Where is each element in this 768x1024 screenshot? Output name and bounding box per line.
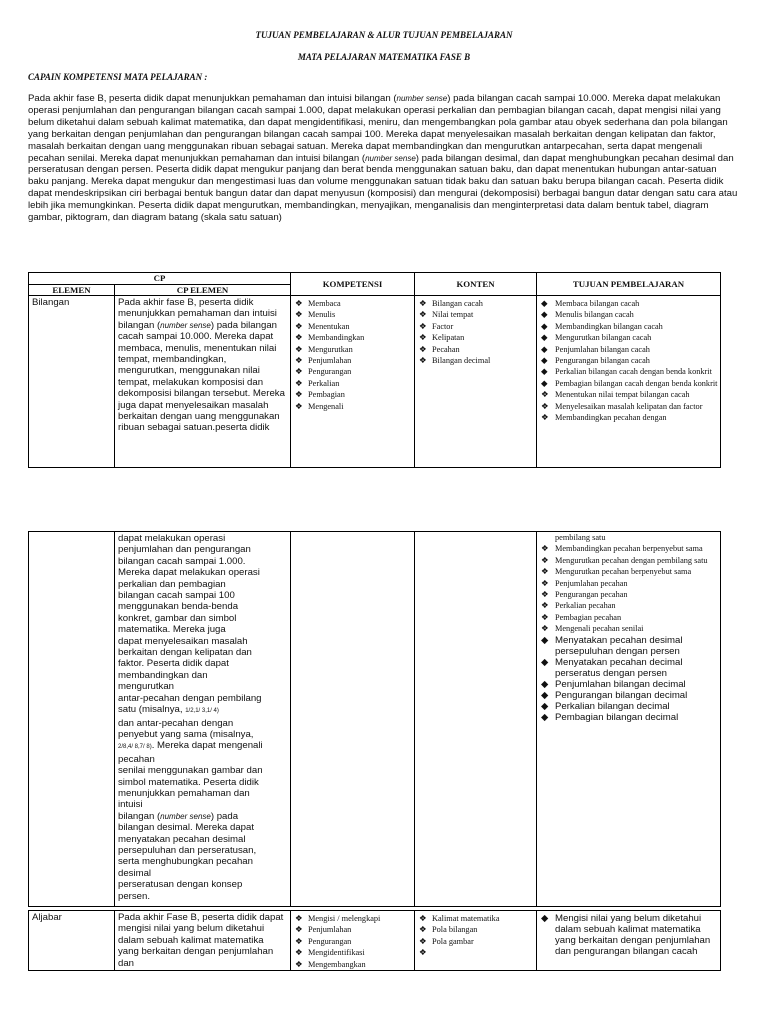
- list-item: [537, 600, 720, 611]
- list-item: [291, 947, 414, 958]
- list-item: [291, 298, 414, 309]
- star-bullet-icon: ❖: [295, 378, 303, 388]
- kompetensi-list: [291, 296, 414, 412]
- cp-text-line: menyatakan pecahan desimal: [118, 833, 246, 845]
- list-item-text: Bilangan decimal: [432, 356, 491, 366]
- star-bullet-icon: ❖: [541, 544, 549, 554]
- list-item: [537, 913, 720, 957]
- list-item-text: Perkalian bilangan cacah dengan benda konkrit: [555, 367, 712, 377]
- list-item: [537, 578, 720, 589]
- list-item-text: Pembagian bilangan decimal: [555, 711, 679, 723]
- cp-text-line: perkalian dan pembagian: [118, 578, 226, 590]
- cp-text-line: dapat menyelesaikan masalah: [118, 635, 248, 647]
- list-item: [537, 612, 720, 623]
- diamond-bullet-icon: ◆: [541, 321, 548, 331]
- list-item-text: Mengurutkan bilangan cacah: [555, 333, 652, 343]
- list-item-text: Pengurangan: [308, 367, 352, 377]
- list-item-text: pembilang satu: [555, 533, 606, 542]
- document-title: TUJUAN PEMBELAJARAN & ALUR TUJUAN PEMBELAJARAN: [255, 30, 513, 40]
- cp-text-line: bilangan (number sense) pada: [118, 810, 239, 822]
- cp-text-line: menggunakan benda-benda: [118, 601, 239, 613]
- header-kompetensi: KOMPETENSI: [291, 273, 415, 296]
- list-item: [537, 555, 720, 566]
- intro-paragraph: Pada akhir fase B, peserta didik dapat menunjukkan pemahaman dan intuisi bilangan (number sense) pada bilangan cacah sampai 10.000. Mereka dapat melakukan operasi penjumlahan dan pengurangan bilangan cacah sampai 1.000, dapat melakukan operasi perkalian dan pembagian bilangan cacah, dapat mengisi nilai yang belum diketahui dalam sebuah kalimat matematika, dan dapat mengidentifikasi, meniru, dan mengembangkan pola gambar atau obyek sederhana dan pola bilangan yang berkaitan dengan penjumlahan dan pengurangan bilangan cacah sampai 100. Mereka dapat menyelesaikan masalah berkaitan dengan kelipatan dan faktor, masalah berkaitan dengan uang menggunakan ribuan sebagai satuan. Mereka dapat membandingkan dan mengurutkan antarpecahan, serta dapat mengenali pecahan senilai. Mereka dapat menunjukkan pemahaman dan intuisi bilangan (number sense) pada bilangan desimal, dan dapat menghubungkan pecahan desimal dan perseratusan dengan persen. Peserta didik dapat mengukur panjang dan berat benda menggunakan satuan baku, dan dapat menentukan hubungan antar-satuan baku panjang. Mereka dapat mengukur dan mengestimasi luas dan volume menggunakan satuan tidak baku dan satuan baku berupa bilangan cacah. Peserta didik dapat mendeskripsikan ciri berbagai bentuk bangun datar dan dapat menyusun (komposisi) dan mengurai (dekomposisi) berbagai bangun datar dengan satu cara atau lebih jika memungkinkan. Peserta didik dapat mengurutkan, membandingkan, menyajikan, menganalisis dan menginterpretasi data dalam bentuk tabel, diagram gambar, piktogram, dan diagram batang (skala satu satuan): [28, 93, 738, 224]
- header-konten: KONTEN: [415, 273, 537, 296]
- list-item-text: Pembagian: [308, 390, 345, 400]
- list-item: [537, 355, 720, 366]
- diamond-bullet-icon: ◆: [541, 299, 548, 308]
- empty-konten-cell: [415, 532, 537, 907]
- list-item-text: Menyatakan pecahan decimal perseratus dengan persen: [555, 656, 683, 679]
- diamond-bullet-icon: ◆: [541, 689, 549, 701]
- list-item-text: Pembagian bilangan cacah dengan benda konkrit: [555, 378, 718, 388]
- list-item: [415, 913, 536, 924]
- list-item: [291, 344, 414, 355]
- cp-text-line: matematika. Mereka juga: [118, 624, 226, 636]
- list-item-text: Pengurangan bilangan decimal: [555, 689, 688, 701]
- star-bullet-icon: ❖: [295, 333, 303, 343]
- cp-text-line: 2/8,4/ 8,7/ 8). Mereka dapat mengenali: [118, 740, 263, 752]
- cp-text-line: menunjukkan pemahaman dan: [118, 787, 250, 799]
- cp-text-line: serta menghubungkan pecahan: [118, 856, 253, 868]
- list-item: [537, 566, 720, 577]
- diamond-bullet-icon: ◆: [541, 333, 548, 343]
- list-item-text: Penjumlahan: [308, 356, 352, 366]
- konten-list-aljabar: [415, 911, 536, 958]
- list-item: [291, 913, 414, 924]
- list-item: [415, 332, 536, 343]
- list-item-text: Penjumlahan pecahan: [555, 578, 628, 588]
- star-bullet-icon: ❖: [419, 310, 427, 320]
- star-bullet-icon: ❖: [419, 356, 427, 366]
- tujuan-list-small: [537, 532, 720, 635]
- list-item: [415, 936, 536, 947]
- star-bullet-icon: ❖: [541, 578, 549, 588]
- tujuan-list-aljabar: [537, 911, 720, 957]
- diamond-bullet-icon: ◆: [541, 310, 548, 320]
- list-item-text: Penjumlahan bilangan decimal: [555, 678, 686, 690]
- diamond-bullet-icon: ◆: [541, 700, 549, 712]
- cp-text-line: bilangan cacah sampai 100: [118, 590, 235, 602]
- list-item-text: Nilai tempat: [432, 310, 474, 320]
- star-bullet-icon: ❖: [419, 925, 427, 935]
- star-bullet-icon: ❖: [295, 367, 303, 377]
- list-item-text: Penjumlahan: [308, 925, 352, 935]
- cp-table-continuation: [28, 531, 721, 907]
- list-item-text: Membandingkan pecahan berpenyebut sama: [555, 544, 703, 554]
- cp-text-line: mengurutkan: [118, 681, 174, 693]
- star-bullet-icon: ❖: [295, 914, 303, 923]
- header-tujuan: TUJUAN PEMBELAJARAN: [537, 273, 721, 296]
- list-item-text: Mengembangkan: [308, 959, 366, 969]
- cp-text-line: persepuluhan dan perseratusan,: [118, 844, 257, 856]
- list-item: [537, 332, 720, 343]
- cp-text-line: senilai menggunakan gambar dan: [118, 765, 263, 777]
- star-bullet-icon: ❖: [295, 401, 303, 411]
- list-item-text: Perkalian bilangan decimal: [555, 700, 670, 712]
- list-item: [537, 657, 720, 679]
- list-item-text: Pengurangan: [308, 936, 352, 946]
- cp-text-line: dapat melakukan operasi: [118, 533, 226, 544]
- kompetensi-list-aljabar: [291, 911, 414, 970]
- list-item: [537, 378, 720, 389]
- list-item: [537, 298, 720, 309]
- cp-text-line: bilangan desimal. Mereka dapat: [118, 822, 254, 834]
- tujuan-list-decimal: [537, 635, 720, 723]
- list-item-text: Mengisi nilai yang belum diketahui dalam sebuah kalimat matematika yang berkaitan dengan penjumlahan dan pengurangan bilangan cacah: [555, 913, 711, 957]
- cp-text-line: faktor. Peserta didik dapat: [118, 658, 229, 670]
- list-item: [537, 690, 720, 701]
- list-item: [537, 401, 720, 412]
- list-item: [537, 309, 720, 320]
- star-bullet-icon: ❖: [295, 356, 303, 366]
- cp-text-line: dan antar-pecahan dengan: [118, 717, 234, 729]
- cp-text-line: penjumlahan dan pengurangan: [118, 544, 251, 556]
- list-item: [537, 679, 720, 690]
- list-item-text: Perkalian: [308, 378, 340, 388]
- diamond-bullet-icon: ◆: [541, 913, 549, 924]
- cp-text-line: intuisi: [118, 799, 143, 811]
- cp-text-line: Mereka dapat melakukan operasi: [118, 567, 260, 579]
- empty-kompetensi-cell: [291, 532, 415, 907]
- list-item-text: Bilangan cacah: [432, 299, 483, 308]
- star-bullet-icon: ❖: [541, 567, 549, 577]
- cp-elemen-aljabar: Pada akhir Fase B, peserta didik dapat mengisi nilai yang belum diketahui dalam sebuah kalimat matematika yang berkaitan dengan penjumlahan dan: [118, 912, 284, 969]
- list-item: [291, 321, 414, 332]
- star-bullet-icon: ❖: [295, 959, 303, 969]
- diamond-bullet-icon: ◆: [541, 378, 548, 388]
- fraction-example: 2/8,4/ 8,7/ 8): [118, 744, 152, 751]
- list-item: [291, 401, 414, 412]
- star-bullet-icon: ❖: [541, 590, 549, 600]
- list-item-text: Menyelesaikan masalah kelipatan dan factor: [555, 401, 703, 411]
- star-bullet-icon: ❖: [419, 914, 427, 923]
- cp-text-line: bilangan cacah sampai 1.000.: [118, 555, 246, 567]
- cp-text-line: desimal: [118, 867, 152, 879]
- empty-elemen-cell: [29, 532, 115, 907]
- list-item: [537, 701, 720, 712]
- list-item: [537, 366, 720, 377]
- list-item: [537, 623, 720, 634]
- list-item-text: Pengurangan pecahan: [555, 590, 628, 600]
- list-item-text: Pola gambar: [432, 936, 474, 946]
- list-item: [415, 924, 536, 935]
- list-item-text: Mengurutkan pecahan dengan pembilang satu: [555, 555, 708, 565]
- cp-text-line: persen.: [118, 890, 150, 902]
- diamond-bullet-icon: ◆: [541, 634, 549, 646]
- list-item: [415, 321, 536, 332]
- header-elemen: ELEMEN: [29, 285, 115, 296]
- diamond-bullet-icon: ◆: [541, 367, 548, 377]
- list-item-text: Pembagian pecahan: [555, 612, 622, 622]
- diamond-bullet-icon: ◆: [541, 678, 549, 690]
- list-item-text: Mengisi / melengkapi: [308, 914, 381, 923]
- cp-elemen-continuation: [115, 532, 290, 902]
- list-item-text: Pola bilangan: [432, 925, 478, 935]
- list-item: [291, 924, 414, 935]
- cp-text-line: perseratusan dengan konsep: [118, 879, 243, 891]
- list-item: [537, 543, 720, 554]
- list-item: [291, 355, 414, 366]
- elemen-cell: Bilangan: [32, 297, 70, 308]
- list-item: [291, 332, 414, 343]
- list-item-text: Factor: [432, 321, 454, 331]
- list-item: [537, 321, 720, 332]
- list-item: [537, 389, 720, 400]
- star-bullet-icon: ❖: [295, 390, 303, 400]
- list-item-text: Pecahan: [432, 344, 460, 354]
- cp-text-line: penyebut yang sama (misalnya,: [118, 728, 254, 740]
- cp-text-line: membandingkan dan: [118, 669, 208, 681]
- star-bullet-icon: ❖: [419, 321, 427, 331]
- star-bullet-icon: ❖: [295, 936, 303, 946]
- list-item: [415, 344, 536, 355]
- star-bullet-icon: ❖: [541, 555, 549, 565]
- list-item-text: Menentukan nilai tempat bilangan cacah: [555, 390, 690, 400]
- document-subtitle: MATA PELAJARAN MATEMATIKA FASE B: [297, 52, 471, 62]
- list-item: [291, 378, 414, 389]
- list-item-text: Penjumlahan bilangan cacah: [555, 344, 650, 354]
- list-item-text: Mengenali: [308, 401, 344, 411]
- cp-text-line: konkret, gambar dan simbol: [118, 612, 237, 624]
- star-bullet-icon: ❖: [295, 344, 303, 354]
- list-item: [415, 355, 536, 366]
- star-bullet-icon: ❖: [295, 948, 303, 958]
- list-item-text: Kalimat matematika: [432, 914, 500, 923]
- cp-elemen-cell: Pada akhir fase B, peserta didik menunjukkan pemahaman dan intuisi bilangan (number sense) pada bilangan cacah sampai 10.000. Mereka dapat membaca, menulis, menentukan nilai tempat, membandingkan, mengurutkan, menggunakan nilai tempat, melakukan komposisi dan dekomposisi bilangan tersebut. Mereka juga dapat menyelesaikan masalah berkaitan dengan uang menggunakan ribuan sebagai satuan.peserta didik: [118, 297, 285, 434]
- cp-text-line: antar-pecahan dengan pembilang: [118, 692, 262, 704]
- header-cp: CP: [29, 273, 291, 285]
- list-item-text: Membandingkan bilangan cacah: [555, 321, 663, 331]
- list-item: [537, 635, 720, 657]
- list-item-text: Mengenali pecahan senilai: [555, 624, 644, 634]
- star-bullet-icon: ❖: [541, 601, 549, 611]
- list-item: [415, 309, 536, 320]
- diamond-bullet-icon: ◆: [541, 656, 549, 668]
- list-item: [537, 589, 720, 600]
- list-item-text: Kelipatan: [432, 333, 465, 343]
- star-bullet-icon: ❖: [541, 413, 549, 423]
- star-bullet-icon: ❖: [419, 299, 427, 308]
- diamond-bullet-icon: ◆: [541, 344, 548, 354]
- section-heading: CAPAIN KOMPETENSI MATA PELAJARAN :: [28, 72, 208, 82]
- elemen-aljabar: Aljabar: [32, 912, 62, 923]
- list-item: [291, 389, 414, 400]
- list-item-text: Mengurutkan: [308, 344, 353, 354]
- star-bullet-icon: ❖: [541, 612, 549, 622]
- list-item-text: Membandingkan pecahan dengan: [555, 413, 667, 423]
- list-item: [537, 344, 720, 355]
- list-item: [291, 936, 414, 947]
- diamond-bullet-icon: ◆: [541, 356, 548, 366]
- list-item-text: Pengurangan bilangan cacah: [555, 356, 650, 366]
- list-item: [537, 712, 720, 723]
- list-item-text: Membaca bilangan cacah: [555, 299, 640, 308]
- list-item-text: Perkalian pecahan: [555, 601, 616, 611]
- list-item: [291, 959, 414, 970]
- list-item-text: Menyatakan pecahan desimal persepuluhan dengan persen: [555, 634, 683, 657]
- star-bullet-icon: ❖: [295, 299, 303, 308]
- list-item-text: Membaca: [308, 299, 341, 308]
- list-item-text: Menulis: [308, 310, 336, 320]
- star-bullet-icon: ❖: [419, 948, 427, 958]
- list-item-text: Mengidentifikasi: [308, 948, 365, 958]
- list-item: [537, 412, 720, 423]
- star-bullet-icon: ❖: [295, 925, 303, 935]
- cp-text-line: satu (misalnya, 1/2,1/ 3,1/ 4): [118, 704, 219, 716]
- star-bullet-icon: ❖: [541, 624, 549, 634]
- list-item-text: Membandingkan: [308, 333, 365, 343]
- tujuan-list: [537, 296, 720, 423]
- list-item: [291, 309, 414, 320]
- cp-text-line: pecahan: [118, 753, 155, 765]
- header-cp-elemen: CP ELEMEN: [115, 285, 291, 296]
- list-item: [415, 298, 536, 309]
- diamond-bullet-icon: ◆: [541, 711, 549, 723]
- star-bullet-icon: ❖: [419, 333, 427, 343]
- star-bullet-icon: ❖: [541, 401, 549, 411]
- konten-list: [415, 296, 536, 366]
- cp-table-bilangan: [28, 272, 721, 468]
- list-item-text: Menentukan: [308, 321, 350, 331]
- fraction-example: 1/2,1/ 3,1/ 4): [185, 708, 219, 715]
- star-bullet-icon: ❖: [295, 310, 303, 320]
- list-item-text: Menulis bilangan cacah: [555, 310, 634, 320]
- star-bullet-icon: ❖: [419, 344, 427, 354]
- star-bullet-icon: ❖: [541, 390, 549, 400]
- cp-text-line: simbol matematika. Peserta didik: [118, 776, 259, 788]
- list-item: [537, 532, 720, 543]
- star-bullet-icon: ❖: [295, 321, 303, 331]
- cp-text-line: berkaitan dengan kelipatan dan: [118, 647, 252, 659]
- list-item-text: Mengurutkan pecahan berpenyebut sama: [555, 567, 692, 577]
- star-bullet-icon: ❖: [419, 936, 427, 946]
- cp-table-aljabar: [28, 910, 721, 971]
- list-item: [291, 366, 414, 377]
